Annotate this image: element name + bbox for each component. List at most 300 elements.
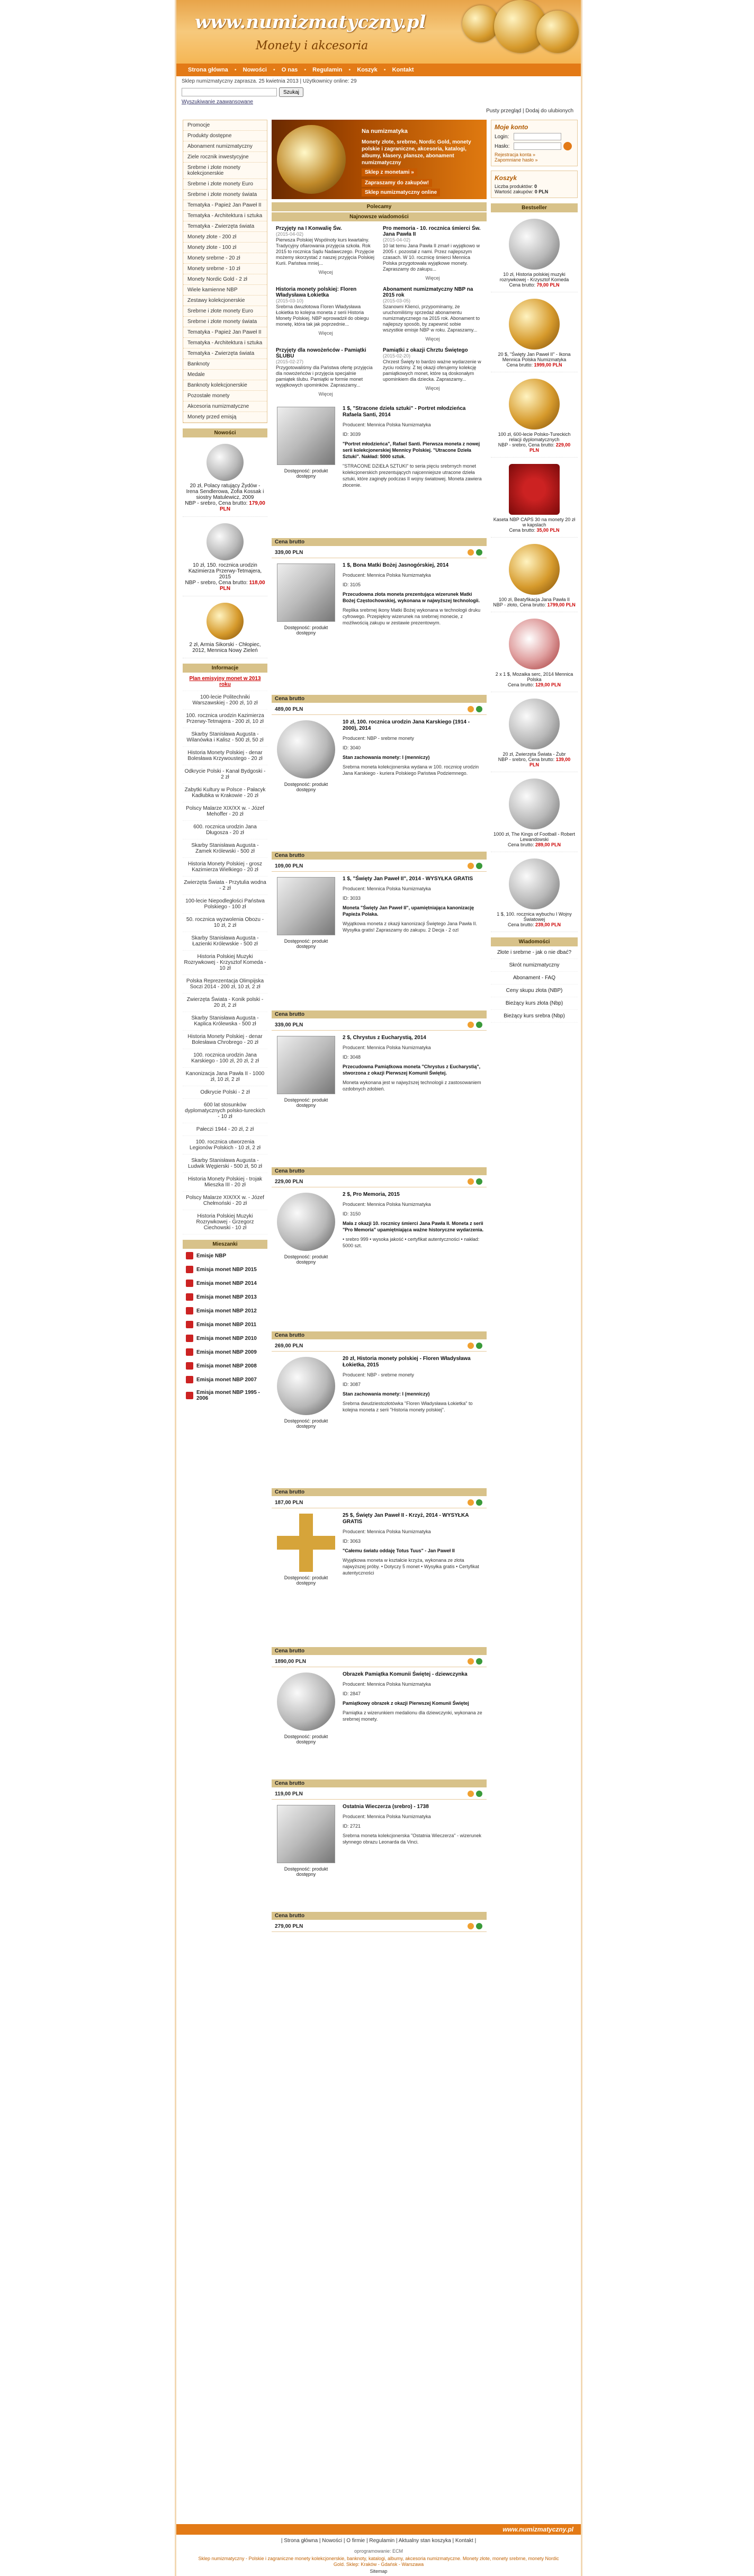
bestseller-list: [491, 212, 578, 932]
product-title[interactable]: 25 $, Święty Jan Paweł II - Krzyż, 2014 - WYSYŁKA GRATIS: [343, 1513, 469, 1525]
footer-band: www.numizmatyczny.pl: [176, 2524, 581, 2535]
side-news-item[interactable]: 100. rocznica urodzin Jana Karskiego - 100 zł, 20 zł, 2 zł: [183, 1049, 267, 1068]
site-title[interactable]: www.numizmatyczny.pl: [195, 12, 426, 33]
product-title[interactable]: 1 $, "Święty Jan Paweł II", 2014 - WYSYŁKA GRATIS: [343, 876, 473, 882]
bestseller-price-row: [493, 362, 576, 368]
nbp-item-label[interactable]: Emisja monet NBP 2012: [196, 1308, 257, 1314]
news-card: [383, 347, 482, 397]
banner-cta-1[interactable]: Sklep z monetami »: [362, 168, 417, 176]
promo-name[interactable]: 10 zł, 150. rocznica urodzin Kazimierza Przerwy-Tetmajera, 2015: [188, 562, 262, 580]
category-menu-item[interactable]: Banknoty: [183, 359, 267, 370]
category-menu-item[interactable]: Srebrne i złote monety kolekcjonerskie: [183, 163, 267, 179]
product-title[interactable]: 2 $, Chrystus z Eucharystią, 2014: [343, 1035, 426, 1041]
product-producer: Producent: Mennica Polska Numizmatyka: [343, 422, 431, 427]
product-image[interactable]: [277, 1036, 335, 1094]
product-actions: [468, 1178, 482, 1185]
news-more-link[interactable]: Więcej: [425, 386, 440, 391]
nbp-item[interactable]: [183, 1304, 267, 1318]
top-links[interactable]: Pusty przegląd | Dodaj do ulubionych: [486, 108, 573, 114]
category-menu-item[interactable]: Srebrne i złote monety Euro: [183, 306, 267, 317]
nbp-item-label[interactable]: Emisja monet NBP 2014: [196, 1280, 257, 1286]
side-news-item[interactable]: Polscy Malarze XIX/XX w. - Józef Chełmoński - 20 zł: [183, 1192, 267, 1210]
bestseller-price-label: Cena brutto:: [507, 922, 534, 927]
account-title: Moje konto: [495, 123, 528, 131]
nav-item[interactable]: Koszyk: [357, 67, 378, 73]
product-id: ID: 3039: [343, 432, 361, 437]
product-description: Moneta wykonana jest w najwyższej technologii z zastosowaniem ozdobnych zdobień.: [343, 1080, 481, 1092]
bestseller-item[interactable]: [491, 372, 578, 458]
product-card: [272, 1031, 487, 1187]
news-title[interactable]: Przyjęty na I Konwalię Św.: [276, 226, 342, 231]
nbp-flag-icon: [186, 1348, 193, 1356]
advanced-search-link[interactable]: Wyszukiwanie zaawansowane: [182, 99, 253, 105]
side-news-item[interactable]: Odkrycie Polski - Kanał Bydgoski - 2 zł: [183, 765, 267, 784]
info-icon[interactable]: [468, 863, 474, 869]
price-label-bar: Cena brutto: [272, 1331, 487, 1339]
bestseller-price-row: [493, 842, 576, 847]
promo-list: [183, 437, 267, 658]
search-input[interactable]: [182, 88, 277, 96]
nav-item[interactable]: Strona główna: [188, 67, 228, 73]
category-menu-item[interactable]: Promocje: [183, 120, 267, 131]
cart-count-label: Liczba produktów:: [495, 184, 533, 189]
nbp-flag-icon: [186, 1335, 193, 1342]
news-text: Srebrna dwuzłotowa Floren Władysława Łokietka to kolejna moneta z serii Historia Monety Polskiej. NBP wprowadził do obiegu monetę, która tak jak poprzednie...: [276, 304, 369, 327]
category-menu-item[interactable]: Tematyka - Zwierzęta świata: [183, 221, 267, 232]
add-to-cart-icon[interactable]: [476, 1923, 482, 1929]
product-description: Wyjątkowa moneta w kształcie krzyża, wykonana ze złota najwyższej próby. • Dotyczy 5 monet • Wysyłka gratis • Certyfikat autentyczności: [343, 1558, 479, 1576]
nbp-heading: Mieszanki: [183, 1240, 267, 1249]
category-menu-item[interactable]: Wiele kamienne NBP: [183, 285, 267, 296]
bestseller-item[interactable]: [491, 212, 578, 292]
product-image[interactable]: [277, 1514, 335, 1572]
price-label-bar: Cena brutto: [272, 1167, 487, 1175]
nav-item[interactable]: Nowości: [243, 67, 267, 73]
category-menu-item[interactable]: Monety srebrne - 10 zł: [183, 264, 267, 274]
main-nav: [176, 64, 581, 76]
side-news-item[interactable]: Historia Polskiej Muzyki Rozrywkowej - Krzysztof Komeda - 10 zł: [183, 951, 267, 975]
product-image[interactable]: [277, 1672, 335, 1731]
info-icon[interactable]: [468, 1791, 474, 1797]
price-label-bar: Cena brutto: [272, 1912, 487, 1920]
side-news-item[interactable]: Skarby Stanisława Augusta - Łazienki Królewskie - 500 zł: [183, 932, 267, 951]
nbp-item[interactable]: [183, 1263, 267, 1276]
info-icon[interactable]: [468, 706, 474, 712]
nbp-item[interactable]: [183, 1359, 267, 1373]
bestseller-name[interactable]: 1 $, 100. rocznica wybuchu I Wojny Światowej: [497, 911, 572, 922]
bestseller-price-row: [493, 602, 576, 607]
nbp-item-label[interactable]: Emisje NBP: [196, 1253, 227, 1259]
info-icon[interactable]: [468, 549, 474, 556]
side-news-item[interactable]: 100. rocznica utworzenia Legionów Polskich - 10 zł, 2 zł: [183, 1136, 267, 1155]
nav-item[interactable]: Kontakt: [392, 67, 414, 73]
nbp-item-label[interactable]: Emisja monet NBP 2011: [196, 1321, 257, 1328]
bestseller-name[interactable]: 20 $, "Święty Jan Paweł II" - Ikona Mennica Polska Numizmatyka: [498, 352, 571, 362]
cart-value-label: Wartość zakupów:: [495, 189, 534, 194]
nav-separator: •: [304, 67, 307, 73]
bestseller-price: 139,00 PLN: [529, 757, 571, 767]
promo-name[interactable]: 2 zł, Armia Sikorski - Chłopiec, 2012, Mennica Nowy Zieleń: [189, 642, 261, 654]
bestseller-name[interactable]: 1000 zł, The Kings of Football - Robert Lewandowski: [493, 831, 575, 842]
nbp-item[interactable]: [183, 1345, 267, 1359]
promo-banner[interactable]: [272, 120, 487, 199]
news-more-link[interactable]: Więcej: [318, 270, 333, 275]
promo-item[interactable]: [183, 517, 267, 596]
side-news-item[interactable]: Pałeczi 1944 - 20 zł, 2 zł: [183, 1123, 267, 1136]
bestseller-item[interactable]: [491, 538, 578, 612]
news-more-link[interactable]: Więcej: [318, 330, 333, 336]
banner-text: Monety złote, srebrne, Nordic Gold, monety polskie i zagraniczne, akcesoria, katalogi, albumy, klasery, plansze, abonament numizmatyczny: [362, 139, 471, 166]
info-icon[interactable]: [468, 1658, 474, 1665]
bestseller-item[interactable]: [491, 292, 578, 372]
add-to-cart-icon[interactable]: [476, 706, 482, 712]
product-title[interactable]: Ostatnia Wieczerza (srebro) - 1738: [343, 1804, 429, 1810]
info-icon[interactable]: [468, 1923, 474, 1929]
bestseller-thumbnail[interactable]: [509, 379, 560, 430]
product-actions: [468, 863, 482, 869]
info-list-item[interactable]: Abonament - FAQ: [491, 972, 578, 985]
product-image[interactable]: [277, 720, 335, 779]
category-menu-item[interactable]: Tematyka - Architektura i sztuka: [183, 338, 267, 348]
cart-count-row: [495, 184, 574, 189]
nbp-item[interactable]: [183, 1387, 267, 1405]
product-description: "STRACONE DZIEŁA SZTUKI" to seria pięciu srebrnych monet kolekcjonerskich prezentujących najcenniejsze utracone dzieła sztuki, które zaginęły podczas II wojny światowej. Moneta zawiera złocenie.: [343, 463, 482, 488]
news-more-link[interactable]: Więcej: [425, 336, 440, 342]
coin-thumbnail[interactable]: [207, 444, 244, 481]
center-column: [272, 120, 487, 1932]
side-news-item[interactable]: Zabytki Kultury w Polsce - Pałacyk Kadłubka w Krakowie - 20 zł: [183, 784, 267, 802]
product-title[interactable]: Obrazek Pamiątka Komunii Świętej - dziewczynka: [343, 1671, 468, 1677]
category-menu-item[interactable]: Monety złote - 200 zł: [183, 232, 267, 243]
side-news-item[interactable]: Historia Monety Polskiej - grosz Kazimierza Wielkiego - 20 zł: [183, 858, 267, 876]
site-subtitle: Monety i akcesoria: [256, 39, 369, 52]
news-grid: [272, 221, 487, 401]
info-list-item[interactable]: Ceny skupu złota (NBP): [491, 985, 578, 997]
product-actions: [468, 1658, 482, 1665]
product-card: [272, 1187, 487, 1352]
side-news-item[interactable]: 100. rocznica urodzin Kazimierza Przerwy-Tetmajera - 200 zł, 10 zł: [183, 710, 267, 728]
bestseller-name[interactable]: 20 zł, Zwierzęta Świata - Żubr: [502, 752, 566, 757]
category-menu-item[interactable]: Monety Nordic Gold - 2 zł: [183, 274, 267, 285]
product-card: [272, 715, 487, 872]
side-news-item[interactable]: Odkrycie Polski - 2 zł: [183, 1086, 267, 1099]
news-title[interactable]: Historia monety polskiej: Floren Władysława Łokietka: [276, 287, 357, 298]
news-more-link[interactable]: Więcej: [425, 275, 440, 281]
nbp-item-label[interactable]: Emisja monet NBP 2008: [196, 1363, 257, 1369]
side-news-item[interactable]: 100-lecie Niepodległości Państwa Polskiego - 100 zł: [183, 895, 267, 914]
nbp-flag-icon: [186, 1362, 193, 1370]
cart-title[interactable]: Koszyk: [495, 174, 517, 182]
eagle-coin-image: [277, 125, 346, 194]
bestseller-thumbnail[interactable]: [509, 699, 560, 749]
side-news-item[interactable]: Polska Reprezentacja Olimpijska Soczi 2014 - 200 zł, 10 zł, 2 zł: [183, 975, 267, 994]
product-actions: [468, 1923, 482, 1929]
product-description: Srebrna moneta kolekcjonerska wydana w 100. rocznicę urodzin Jana Karskiego - kuriera Polskiego Państwa Podziemnego.: [343, 764, 479, 776]
category-menu-item[interactable]: Zestawy kolekcjonerskie: [183, 296, 267, 306]
info-icon[interactable]: [468, 1178, 474, 1185]
nav-separator: •: [234, 67, 237, 73]
product-actions: [468, 1499, 482, 1506]
category-menu: [183, 120, 267, 423]
info-icon[interactable]: [468, 1343, 474, 1349]
info-heading: Informacje: [183, 664, 267, 673]
promo-price-label: NBP - srebro, Cena brutto:: [185, 580, 248, 586]
side-news-item[interactable]: Kanonizacja Jana Pawła II - 1000 zł, 10 zł, 2 zł: [183, 1068, 267, 1086]
price-label-bar: Cena brutto: [272, 1010, 487, 1018]
bestseller-thumbnail[interactable]: [509, 464, 560, 515]
product-title[interactable]: 1 $, Bona Matki Bożej Jasnogórskiej, 2014: [343, 562, 449, 568]
product-image[interactable]: [277, 564, 335, 622]
product-highlight: Przecudowna złota moneta prezentująca wizerunek Matki Bożej Częstochowskiej, wykonana w najwyższej technologii.: [343, 592, 480, 603]
news-text: Pierwsza Polskiej Wspólnoty kurs kwartalny. Tradycyjny ofiarowania przyjęcia szkoła. Rok 2015 to rocznica Sądu Nadawczego. Przyjęcie możemy skorzystać z naszej przyjęcia Polskiej Kurii. Państwa mniej...: [276, 237, 375, 266]
nbp-item-label[interactable]: Emisja monet NBP 2015: [196, 1266, 257, 1273]
product-price: 269,00 PLN: [275, 1343, 303, 1349]
left-column: [183, 120, 267, 1405]
category-menu-item[interactable]: Srebrne i złote monety świata: [183, 317, 267, 327]
product-body: [343, 876, 484, 933]
product-price: 119,00 PLN: [275, 1791, 303, 1797]
nbp-flag-icon: [186, 1252, 193, 1259]
side-news-item[interactable]: Skarby Stanisława Augusta - Ludwik Węgierski - 500 zł, 50 zł: [183, 1155, 267, 1173]
category-menu-item[interactable]: Produkty dostępne: [183, 131, 267, 141]
product-title[interactable]: 20 zł, Historia monety polskiej - Floren Władysława Łokietka, 2015: [343, 1356, 471, 1368]
side-news-item[interactable]: Historia Polskiej Muzyki Rozrywkowej - Grzegorz Ciechowski - 10 zł: [183, 1210, 267, 1235]
add-to-cart-icon[interactable]: [476, 1499, 482, 1506]
bestseller-item[interactable]: [491, 692, 578, 772]
sitemap-link[interactable]: Sitemap: [370, 2569, 388, 2574]
promo-name[interactable]: 20 zł, Polacy ratujący Żydów - Irena Sendlerowa, Zofia Kossak i siostry Matulewicz, 2009: [186, 483, 264, 500]
info-list-item[interactable]: Bieżący kurs złota (Nbp): [491, 997, 578, 1010]
bestseller-price: 1999,00 PLN: [534, 362, 562, 368]
footer-links[interactable]: | Strona główna | Nowości | O firmie | Regulamin | Aktualny stan koszyka | Kontakt |: [281, 2538, 477, 2544]
product-title[interactable]: 2 $, Pro Memoria, 2015: [343, 1192, 400, 1197]
nbp-item[interactable]: [183, 1331, 267, 1345]
nbp-item[interactable]: [183, 1249, 267, 1263]
product-description: Replika srebrnej ikony Matki Bożej wykonana w technologii druku cyfrowego. Przepiękny wizerunek na srebrnej monecie, z możliwością zakupu w zestawie prezentowym.: [343, 607, 481, 625]
category-menu-item[interactable]: Banknoty kolekcjonerskie: [183, 380, 267, 391]
add-to-cart-icon[interactable]: [476, 1178, 482, 1185]
news-text: 10 lat temu Jana Pawła II zmarł i wyjątkowo w 2005 r. pozostał z nami. Przez najlepszym czasach. W 10. rocznicę śmierci Mennica Polska przygotowała wyjątkowe monety. Zapraszamy do zakupu...: [383, 243, 480, 272]
product-description: Srebrna dwudziestozłotówka "Floren Władysława Łokietka" to kolejna moneta z serii "Historia monety polskiej".: [343, 1401, 473, 1412]
bestseller-name[interactable]: 2 x 1 $, Mozaika serc, 2014 Mennica Polska: [495, 672, 573, 682]
nbp-item-label[interactable]: Emisja monet NBP 2010: [196, 1335, 257, 1341]
product-availability: Dostępność: produkt dostępny: [284, 938, 328, 949]
news-card: [276, 347, 375, 397]
product-availability: Dostępność: produkt dostępny: [284, 625, 328, 636]
bestseller-item[interactable]: [491, 612, 578, 692]
bestseller-price-label: NBP - złoto, Cena brutto:: [493, 602, 546, 607]
category-menu-item[interactable]: Srebrne i złote monety świata: [183, 190, 267, 200]
product-title[interactable]: 1 $, "Stracone dzieła sztuki" - Portret młodzieńca Rafaela Santi, 2014: [343, 406, 466, 418]
latest-news-heading: Najnowsze wiadomości: [272, 212, 487, 221]
side-news-list: [183, 691, 267, 1235]
product-card: [272, 558, 487, 715]
product-image[interactable]: [277, 1357, 335, 1415]
news-date: (2015-02-27): [276, 359, 304, 364]
side-news-item[interactable]: Zwierzęta Świata - Konik polski - 20 zł, 2 zł: [183, 994, 267, 1012]
news-date: (2015-03-10): [276, 298, 304, 303]
info-icon[interactable]: [468, 1022, 474, 1028]
add-to-cart-icon[interactable]: [476, 1343, 482, 1349]
nav-separator: •: [348, 67, 351, 73]
category-menu-item[interactable]: Pozostałe monety: [183, 391, 267, 401]
category-menu-item[interactable]: Monety przed emisją: [183, 412, 267, 423]
product-availability: Dostępność: produkt dostępny: [284, 1575, 328, 1586]
banner-cta-3[interactable]: Sklep numizmatyczny online: [362, 189, 440, 196]
bestseller-item[interactable]: [491, 772, 578, 852]
bestseller-price-row: [493, 282, 576, 288]
side-news-item[interactable]: 100-lecie Politechniki Warszawskiej - 200 zł, 10 zł: [183, 691, 267, 710]
product-image[interactable]: [277, 877, 335, 935]
product-id: ID: 2847: [343, 1691, 361, 1696]
side-news-item[interactable]: 600 lat stosunków dyplomatycznych polsko-tureckich - 10 zł: [183, 1099, 267, 1123]
bestseller-price: 229,00 PLN: [529, 442, 571, 453]
bestseller-name[interactable]: 100 zł, 600-lecie Polsko-Tureckich relacji dyplomatycznych: [498, 432, 571, 442]
add-to-cart-icon[interactable]: [476, 549, 482, 556]
site-header: [176, 0, 581, 64]
nbp-flag-icon: [186, 1280, 193, 1287]
coin-thumbnail[interactable]: [207, 603, 244, 640]
news-title[interactable]: Abonament numizmatyczny NBP na 2015 rok: [383, 287, 473, 298]
side-news-item[interactable]: 600. rocznica urodzin Jana Długosza - 20 zł: [183, 821, 267, 839]
side-news-item[interactable]: Historia Monety Polskiej - denar Bolesława Chrobrego - 20 zł: [183, 1031, 267, 1049]
product-highlight: "Portret młodzieńca", Rafael Santi. Pierwsza moneta z nowej serii kolekcjonerskiej Mennicy Polskiej. "Utracone Dzieła Sztuki". Nakład: 5000 sztuk.: [343, 441, 480, 459]
product-price: 339,00 PLN: [275, 1022, 303, 1028]
promo-item[interactable]: [183, 596, 267, 658]
emission-plan-link[interactable]: Plan emisyjny monet w 2013 roku: [183, 673, 267, 691]
bestseller-thumbnail[interactable]: [509, 858, 560, 909]
nbp-item[interactable]: [183, 1276, 267, 1290]
bestseller-thumbnail[interactable]: [509, 619, 560, 669]
price-label-bar: Cena brutto: [272, 1488, 487, 1496]
bestseller-item[interactable]: [491, 458, 578, 538]
login-go-button[interactable]: [563, 142, 572, 150]
add-to-cart-icon[interactable]: [476, 1791, 482, 1797]
news-title[interactable]: Pro memoria - 10. rocznica śmierci Św. Jana Pawła II: [383, 226, 481, 237]
side-news-item[interactable]: Skarby Stanisława Augusta - Zamek Królewski - 500 zł: [183, 839, 267, 858]
product-actions: [468, 706, 482, 712]
banner-cta-2[interactable]: Zapraszamy do zakupów!: [362, 179, 432, 187]
news-title[interactable]: Przyjęty dla nowożeńców - Pamiątki ŚLUBU: [276, 347, 366, 359]
promo-heading: Nowości: [183, 428, 267, 437]
nav-item[interactable]: Regulamin: [312, 67, 343, 73]
bestseller-item[interactable]: [491, 852, 578, 932]
product-card: [272, 1508, 487, 1667]
product-price: 489,00 PLN: [275, 706, 303, 712]
bestseller-name[interactable]: Kaseta NBP CAPS 30 na monety 20 zł w kapslach: [493, 517, 576, 527]
side-news-item[interactable]: Zwierzęta Świata - Przytulia wodna - 2 zł: [183, 876, 267, 895]
category-menu-item[interactable]: Tematyka - Papież Jan Paweł II: [183, 327, 267, 338]
nbp-item-label[interactable]: Emisja monet NBP 2007: [196, 1376, 257, 1383]
category-menu-item[interactable]: Tematyka - Papież Jan Paweł II: [183, 200, 267, 211]
password-label: Hasło:: [495, 143, 510, 149]
bestseller-thumbnail[interactable]: [509, 219, 560, 270]
nav-separator: •: [383, 67, 386, 73]
header-coin-3: [536, 11, 579, 53]
bestseller-name[interactable]: 10 zł, Historia polskiej muzyki rozrywkowej - Krzysztof Komeda: [499, 272, 569, 282]
bestseller-name[interactable]: 100 zł, Beatyfikacja Jana Pawła II: [498, 597, 570, 602]
nbp-item-label[interactable]: Emisja monet NBP 2013: [196, 1294, 257, 1300]
product-body: [343, 1671, 484, 1722]
nbp-item[interactable]: [183, 1318, 267, 1331]
bestseller-price-row: [493, 922, 576, 927]
nbp-item-label[interactable]: Emisja monet NBP 2009: [196, 1349, 257, 1355]
category-menu-item[interactable]: Monety złote - 100 zł: [183, 243, 267, 253]
bestseller-price-label: Cena brutto:: [506, 362, 533, 368]
product-actions: [468, 1791, 482, 1797]
side-news-item[interactable]: Skarby Stanisława Augusta - Kaplica Królewska - 500 zł: [183, 1012, 267, 1031]
side-news-item[interactable]: 50. rocznica wyzwolenia Obozu - 10 zł, 2 zł: [183, 914, 267, 932]
product-image[interactable]: [277, 1805, 335, 1863]
forgot-password-link[interactable]: Zapomniane hasło »: [495, 157, 538, 163]
bestseller-thumbnail[interactable]: [509, 779, 560, 829]
category-menu-item[interactable]: Ziele rocznik inwestycyjne: [183, 152, 267, 163]
bestseller-thumbnail[interactable]: [509, 544, 560, 595]
product-id: ID: 3033: [343, 896, 361, 901]
info-list-item[interactable]: Złote i srebrne - jak o nie dbać?: [491, 946, 578, 959]
add-to-cart-icon[interactable]: [476, 863, 482, 869]
news-card: [383, 287, 482, 342]
category-menu-item[interactable]: Medale: [183, 370, 267, 380]
info-list-item[interactable]: Skrót numizmatyczny: [491, 959, 578, 972]
footer-seo-text: [176, 2556, 581, 2574]
nbp-item[interactable]: [183, 1373, 267, 1387]
promo-item[interactable]: [183, 437, 267, 517]
nbp-item[interactable]: [183, 1290, 267, 1304]
login-row: [495, 133, 574, 140]
category-menu-item[interactable]: Monety srebrne - 20 zł: [183, 253, 267, 264]
category-menu-item[interactable]: Tematyka - Zwierzęta świata: [183, 348, 267, 359]
news-title[interactable]: Pamiątki z okazji Chrztu Świętego: [383, 347, 468, 353]
info-icon[interactable]: [468, 1499, 474, 1506]
register-link[interactable]: Rejestracja konta »: [495, 152, 536, 157]
news-card: [383, 226, 482, 281]
nbp-item-label[interactable]: Emisja monet NBP 1995 - 2006: [196, 1390, 260, 1401]
password-input[interactable]: [514, 142, 561, 150]
product-image[interactable]: [277, 1193, 335, 1251]
product-image[interactable]: [277, 407, 335, 465]
news-text: Chrzest Święty to bardzo ważne wydarzenie w życiu rodziny. Z tej okazji oferujemy kolekcję pamiątkowych monet, które są doskonałym upominkiem dla dziecka. Zapraszamy...: [383, 359, 481, 382]
nbp-flag-icon: [186, 1376, 193, 1383]
product-producer: Producent: Mennica Polska Numizmatyka: [343, 1202, 431, 1207]
side-news-item[interactable]: Polscy Malarze XIX/XX w. - Józef Mehoffer - 20 zł: [183, 802, 267, 821]
side-news-item[interactable]: Skarby Stanisława Augusta - Wilanówka i Kalisz - 500 zł, 50 zł: [183, 728, 267, 747]
side-news-item[interactable]: Historia Monety Polskiej - trojak Mieszka III - 20 zł: [183, 1173, 267, 1192]
bestseller-price-label: Cena brutto:: [507, 842, 534, 847]
nav-separator: •: [273, 67, 275, 73]
product-body: [343, 562, 484, 626]
category-menu-item[interactable]: Srebrne i złote monety Euro: [183, 179, 267, 190]
news-more-link[interactable]: Więcej: [318, 391, 333, 397]
category-menu-item[interactable]: Akcesoria numizmatyczne: [183, 401, 267, 412]
right-column: [491, 120, 578, 1023]
coin-thumbnail[interactable]: [207, 523, 244, 560]
search-button[interactable]: Szukaj: [279, 87, 303, 97]
product-title[interactable]: 10 zł, 100. rocznica urodzin Jana Karskiego (1914 - 2000), 2014: [343, 719, 470, 731]
bestseller-thumbnail[interactable]: [509, 299, 560, 350]
nav-item[interactable]: O nas: [281, 67, 298, 73]
category-menu-item[interactable]: Tematyka - Architektura i sztuka: [183, 211, 267, 221]
info-list-item[interactable]: Bieżący kurs srebra (Nbp): [491, 1010, 578, 1023]
product-price: 109,00 PLN: [275, 863, 303, 869]
price-label-bar: Cena brutto: [272, 1779, 487, 1787]
nbp-flag-icon: [186, 1321, 193, 1328]
category-menu-item[interactable]: Abonament numizmatyczny: [183, 141, 267, 152]
login-input[interactable]: [514, 133, 561, 140]
add-to-cart-icon[interactable]: [476, 1022, 482, 1028]
side-news-item[interactable]: Historia Monety Polskiej - denar Bolesława Krzywoustego - 20 zł: [183, 747, 267, 765]
add-to-cart-icon[interactable]: [476, 1658, 482, 1665]
